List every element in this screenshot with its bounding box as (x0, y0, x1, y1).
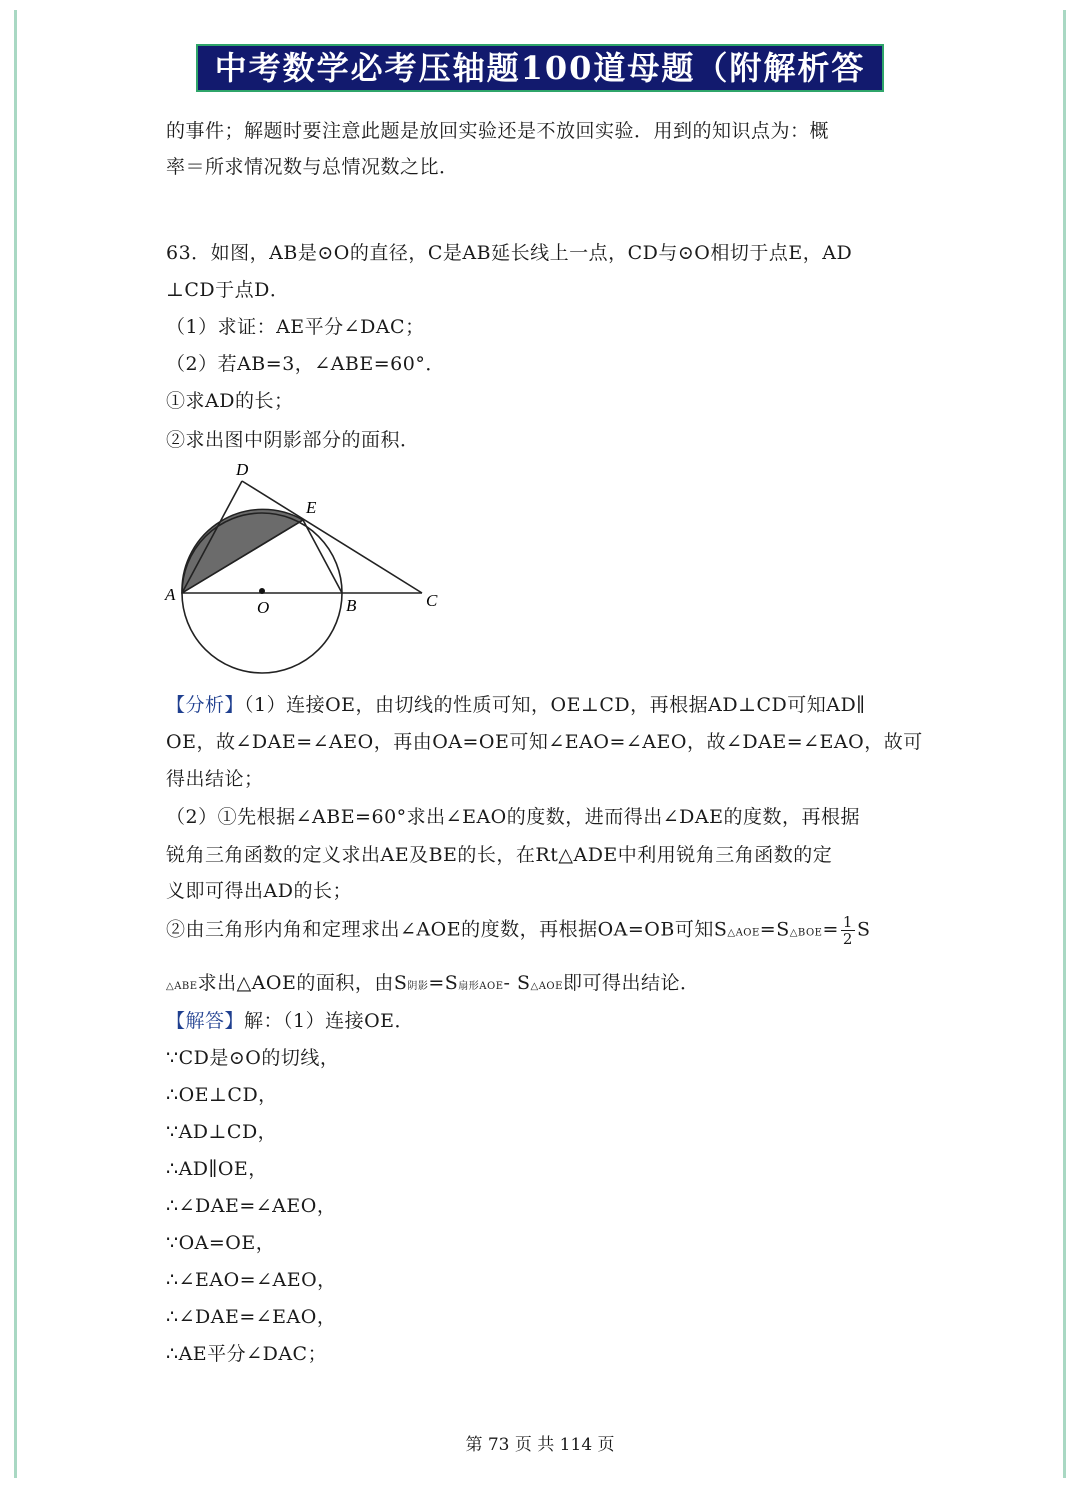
analysis-line-5: 锐角三角函数的定义求出AE及BE的长，在Rt△ADE中利用锐角三角函数的定 (166, 844, 833, 866)
solution-line-6: ∵OA=OE， (166, 1232, 276, 1254)
shaded-segment (182, 509, 303, 593)
page-footer: 第 73 页 共 114 页 (465, 1435, 615, 1455)
solution-line-1: ∵CD是⊙O的切线， (166, 1047, 340, 1069)
analysis-line-2: OE，故∠DAE=∠AEO，再由OA=OE可知∠EAO=∠AEO，故∠DAE=∠EAO，故可 (166, 731, 923, 753)
problem-line-4: （2）若AB=3，∠ABE=60°． (166, 353, 445, 375)
label-e: E (306, 498, 317, 517)
problem-line-5: ①求AD的长； (166, 390, 294, 412)
solution-line-2: ∴OE⊥CD， (166, 1084, 278, 1106)
solution-line-5: ∴∠DAE=∠AEO， (166, 1195, 337, 1217)
problem-line-1: 63．如图，AB是⊙O的直径，C是AB延长线上一点，CD与⊙O相切于点E，AD (166, 242, 853, 264)
solution-line-9: ∴AE平分∠DAC； (166, 1343, 328, 1365)
label-b: B (346, 596, 357, 615)
solution-line-7: ∴∠EAO=∠AEO， (166, 1269, 337, 1291)
label-a: A (165, 585, 176, 604)
problem-line-3: （1）求证：AE平分∠DAC； (166, 316, 425, 338)
analysis-line-7: ②由三角形内角和定理求出∠AOE的度数，再根据OA=OB可知S△AOE=S△BOE= $\frac{1}{2}$ S (166, 913, 871, 948)
label-o: O (257, 598, 270, 617)
problem-line-2: ⊥CD于点D． (166, 279, 290, 301)
label-c: C (426, 591, 438, 610)
analysis-line-8: △ABE求出△AOE的面积，由S阴影=S扇形AOE- S△AOE即可得出结论． (166, 972, 700, 994)
solution-tag: 【解答】 (166, 1010, 245, 1032)
geometry-diagram (160, 455, 460, 685)
analysis-line-6: 义即可得出AD的长； (166, 880, 352, 902)
solution-line-0: 【解答】解：（1）连接OE． (166, 1010, 415, 1032)
analysis-line-4: （2）①先根据∠ABE=60°求出∠EAO的度数，进而得出∠DAE的度数，再根据 (166, 806, 860, 828)
center-dot (259, 588, 265, 594)
intro-line-1: 的事件；解题时要注意此题是放回实验还是不放回实验．用到的知识点为：概 (166, 120, 830, 142)
label-d: D (236, 460, 249, 479)
analysis-line-1: 【分析】（1）连接OE，由切线的性质可知，OE⊥CD，再根据AD⊥CD可知AD∥ (166, 694, 866, 716)
problem-line-6: ②求出图中阴影部分的面积． (166, 429, 420, 451)
analysis-tag: 【分析】 (166, 694, 245, 716)
solution-line-3: ∵AD⊥CD， (166, 1121, 278, 1143)
page-title: 中考数学必考压轴题100道母题（附解析答案） (196, 44, 884, 92)
solution-line-4: ∴AD∥OE， (166, 1158, 268, 1180)
solution-line-8: ∴∠DAE=∠EAO， (166, 1306, 337, 1328)
analysis-line-3: 得出结论； (166, 768, 264, 790)
fraction-half: $\frac{1}{2}$ (842, 913, 853, 948)
intro-line-2: 率＝所求情况数与总情况数之比． (166, 156, 459, 178)
